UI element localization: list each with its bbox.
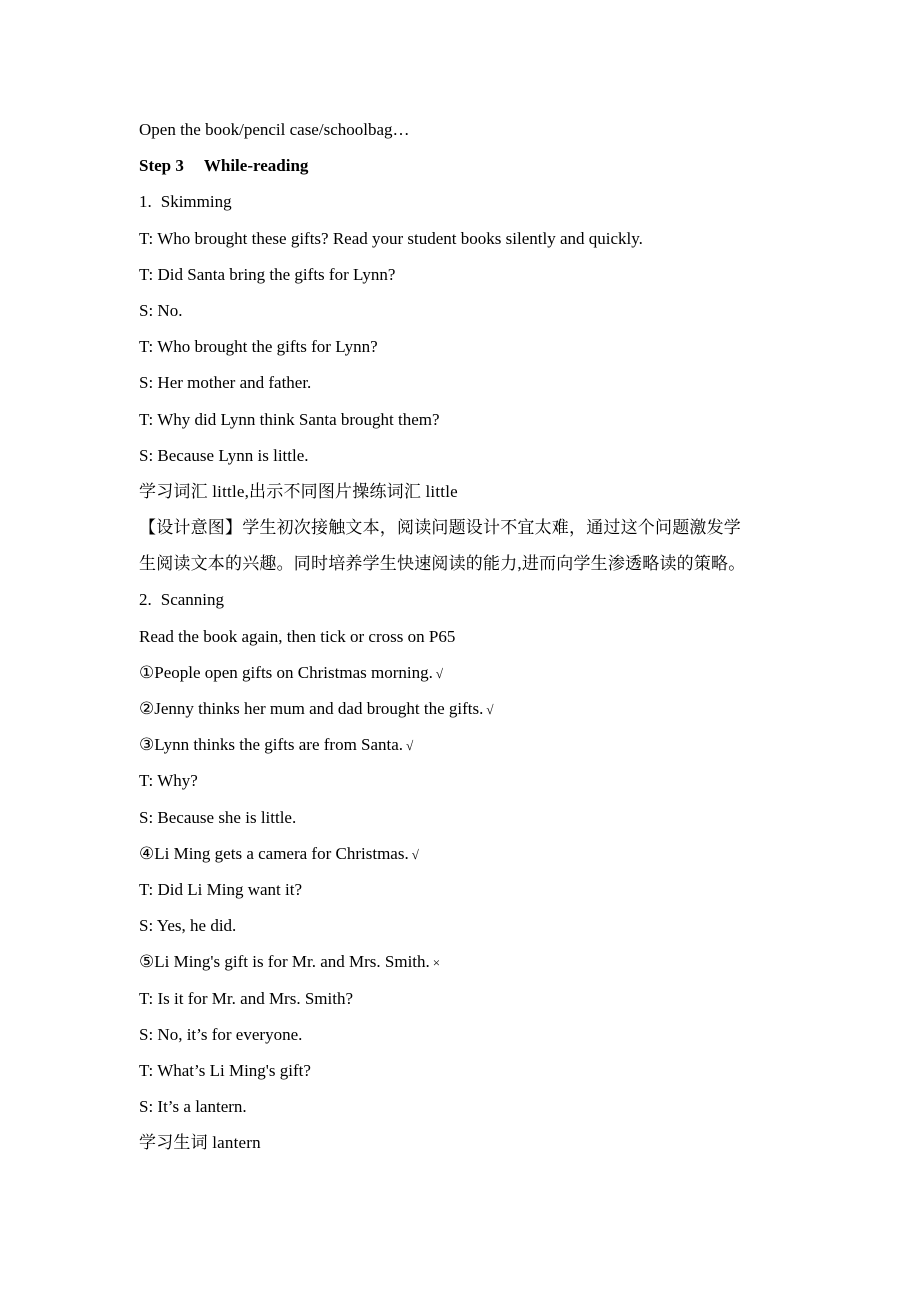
check-mark: √ [486,702,494,717]
section-heading [139,188,799,224]
text-line: S: Because Lynn is little. [139,445,309,465]
text-line: T: Did Santa bring the gifts for Lynn? [139,264,396,284]
design-intent-line: 生阅读文本的兴趣。同时培养学生快速阅读的能力,进而向学生渗透略读的策略。 [139,554,746,574]
text-line: T: Is it for Mr. and Mrs. Smith? [139,988,354,1008]
step-title: While-reading [203,156,309,176]
statement-text: ③Lynn thinks the gifts are from Santa. [139,735,404,755]
text-line: S: No, it’s for everyone. [139,1024,303,1044]
text-line: T: Why did Lynn think Santa brought them? [139,409,440,429]
text-line: S: It’s a lantern. [139,1097,247,1117]
section-number: 2. [139,590,152,610]
text-line: T: What’s Li Ming's gift? [139,1060,311,1080]
text-line: Read the book again, then tick or cross on P65 [139,626,456,646]
step-label: Step 3 [139,156,184,176]
document-body [139,116,799,1165]
text-line: T: Did Li Ming want it? [139,879,302,899]
text-line: S: No. [139,300,183,320]
section-heading [139,586,799,622]
statement-line [139,659,799,695]
section-title: Scanning [160,590,225,610]
cross-mark: × [432,955,441,971]
statement-text: ①People open gifts on Christmas morning. [139,662,433,682]
check-mark: √ [435,665,443,681]
text-line: Open the book/pencil case/schoolbag… [139,120,410,139]
section-number: 1. [139,192,152,212]
text-line: 学习生词 lantern [139,1133,261,1153]
text-line: T: Who brought these gifts? Read your student books silently and quickly. [139,228,643,248]
text-line: T: Why? [139,771,198,791]
check-mark: √ [411,846,419,862]
text-line: T: Who brought the gifts for Lynn? [139,337,378,357]
text-line: S: Her mother and father. [139,373,312,393]
design-intent-line: 【设计意图】学生初次接触文本，阅读问题设计不宜太难，通过这个问题激发学 [139,518,741,538]
statement-text: ⑤Li Ming's gift is for Mr. and Mrs. Smith. [139,952,430,972]
statement-line [139,731,799,767]
step-heading [139,152,799,188]
section-title: Skimming [160,192,232,212]
text-line: S: Yes, he did. [139,916,237,936]
check-mark: √ [406,738,414,754]
statement-line [139,695,799,731]
statement-text: ②Jenny thinks her mum and dad brought the gifts. [139,699,484,718]
statement-line [139,948,799,984]
statement-line [139,840,799,876]
text-line: 学习词汇 little,出示不同图片操练词汇 little [139,481,458,501]
text-line: S: Because she is little. [139,807,297,827]
statement-text: ④Li Ming gets a camera for Christmas. [139,843,409,863]
